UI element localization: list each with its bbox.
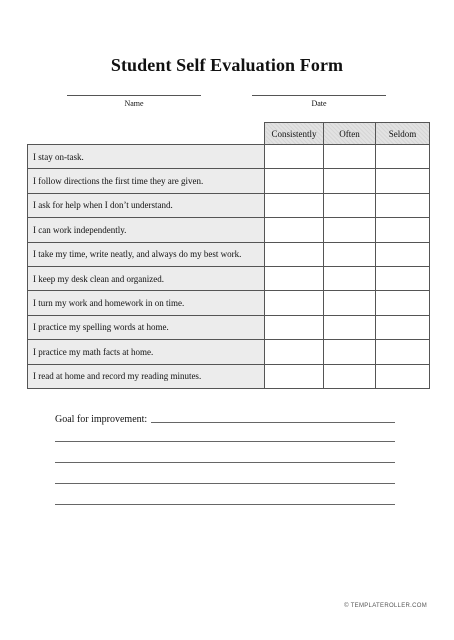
header-spacer [28,123,265,145]
often-checkbox-cell[interactable] [324,193,376,217]
often-checkbox-cell[interactable] [324,315,376,339]
statement-cell: I ask for help when I don’t understand. [28,193,265,217]
seldom-checkbox-cell[interactable] [376,315,430,339]
goal-field[interactable] [55,411,395,425]
goal-write-line[interactable] [55,504,395,505]
often-checkbox-cell[interactable] [324,145,376,169]
goal-label: Goal for improvement: [55,414,148,425]
seldom-checkbox-cell[interactable] [376,169,430,193]
statement-cell: I stay on-task. [28,145,265,169]
table-row [28,364,430,388]
column-header-seldom: Seldom [376,123,430,145]
name-line [67,89,201,96]
form-title: Student Self Evaluation Form [110,55,344,75]
goal-write-line[interactable] [55,441,395,442]
table-row [28,193,430,217]
column-header-consistently: Consistently [265,123,324,145]
seldom-checkbox-cell[interactable] [376,242,430,266]
table-header-row [28,123,430,145]
statement-cell: I follow directions the first time they are given. [28,169,265,193]
seldom-checkbox-cell[interactable] [376,266,430,290]
goal-write-line[interactable] [55,483,395,484]
date-label: Date [311,99,327,108]
seldom-checkbox-cell[interactable] [376,364,430,388]
consistently-checkbox-cell[interactable] [265,315,324,339]
statement-cell: I can work independently. [28,218,265,242]
consistently-checkbox-cell[interactable] [265,145,324,169]
table-row [28,266,430,290]
often-checkbox-cell[interactable] [324,266,376,290]
statement-cell: I keep my desk clean and organized. [28,266,265,290]
often-checkbox-cell[interactable] [324,364,376,388]
table-row [28,242,430,266]
consistently-checkbox-cell[interactable] [265,364,324,388]
column-header-often: Often [324,123,376,145]
seldom-checkbox-cell[interactable] [376,193,430,217]
name-field[interactable] [67,89,201,108]
table-row [28,145,430,169]
statement-cell: I turn my work and homework in on time. [28,291,265,315]
seldom-checkbox-cell[interactable] [376,218,430,242]
statement-cell: I read at home and record my reading minutes. [28,364,265,388]
consistently-checkbox-cell[interactable] [265,340,324,364]
often-checkbox-cell[interactable] [324,218,376,242]
consistently-checkbox-cell[interactable] [265,218,324,242]
consistently-checkbox-cell[interactable] [265,169,324,193]
seldom-checkbox-cell[interactable] [376,291,430,315]
statement-cell: I take my time, write neatly, and always do my best work. [28,242,265,266]
consistently-checkbox-cell[interactable] [265,291,324,315]
seldom-checkbox-cell[interactable] [376,340,430,364]
often-checkbox-cell[interactable] [324,169,376,193]
statement-cell: I practice my math facts at home. [28,340,265,364]
footer-credit: © TEMPLATEROLLER.COM [344,603,427,609]
table-row [28,315,430,339]
table-row [28,218,430,242]
consistently-checkbox-cell[interactable] [265,193,324,217]
seldom-checkbox-cell[interactable] [376,145,430,169]
name-label: Name [124,99,144,108]
statement-cell: I practice my spelling words at home. [28,315,265,339]
date-field[interactable] [252,89,386,108]
goal-write-line[interactable] [151,422,395,423]
evaluation-table [27,122,430,389]
date-line [252,89,386,96]
table-row [28,340,430,364]
consistently-checkbox-cell[interactable] [265,266,324,290]
consistently-checkbox-cell[interactable] [265,242,324,266]
often-checkbox-cell[interactable] [324,291,376,315]
table-row [28,169,430,193]
goal-write-line[interactable] [55,462,395,463]
table-row [28,291,430,315]
often-checkbox-cell[interactable] [324,242,376,266]
often-checkbox-cell[interactable] [324,340,376,364]
